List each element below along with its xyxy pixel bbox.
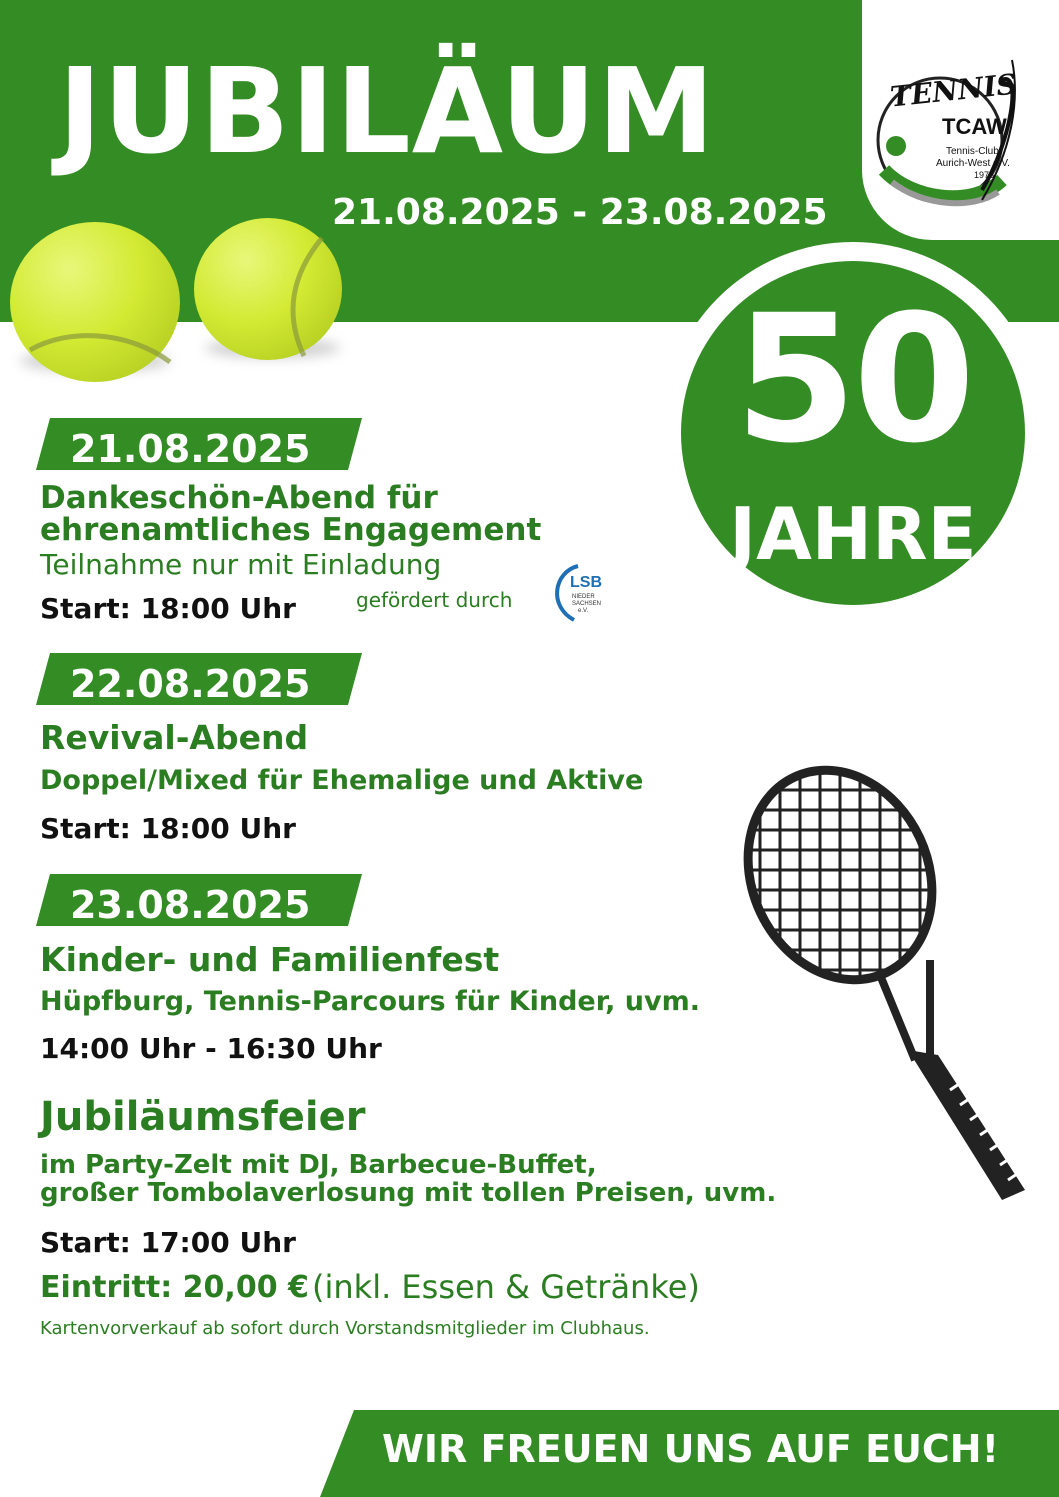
logo-line1: Tennis-Club	[946, 146, 999, 157]
event-time: Start: 18:00 Uhr	[40, 592, 296, 625]
footer-slogan: WIR FREUEN UNS AUF EUCH!	[382, 1427, 999, 1471]
logo-year: 1975	[974, 170, 995, 180]
logo-arc-text: TENNIS	[888, 67, 1019, 114]
badge-number: 50	[734, 277, 972, 482]
party-title: Jubiläumsfeier	[40, 1094, 366, 1140]
event-title: ehrenamtliches Engagement	[40, 512, 542, 548]
event-title: Kinder- und Familienfest	[40, 940, 500, 979]
lsb-swoosh-icon	[548, 562, 612, 624]
tennis-ball-icon	[194, 218, 342, 360]
sponsor-text: gefördert durch	[356, 588, 513, 612]
lsb-sub: NIEDER	[572, 594, 595, 600]
event-title: Revival-Abend	[40, 718, 309, 757]
event-date: 22.08.2025	[70, 662, 311, 706]
event-date: 23.08.2025	[70, 883, 311, 927]
date-range: 21.08.2025 - 23.08.2025	[332, 192, 828, 233]
lsb-logo	[548, 562, 612, 624]
event-subtitle: Doppel/Mixed für Ehemalige und Aktive	[40, 765, 644, 796]
presale-note: Kartenvorverkauf ab sofort durch Vorstandsmitglieder im Clubhaus.	[40, 1318, 650, 1339]
party-description: im Party-Zelt mit DJ, Barbecue-Buffet,	[40, 1150, 597, 1180]
lsb-main: LSB	[570, 574, 602, 591]
lsb-sub: SACHSEN	[572, 601, 602, 607]
party-description: großer Tombolaverlosung mit tollen Preisen, uvm.	[40, 1178, 777, 1208]
tennis-racket-icon	[740, 760, 1040, 1220]
lsb-sub: e.V.	[578, 608, 589, 614]
page-title: JUBILÄUM	[58, 42, 716, 180]
event-time: Start: 18:00 Uhr	[40, 812, 296, 845]
event-date: 21.08.2025	[70, 427, 311, 471]
price-label: Eintritt: 20,00 €	[40, 1270, 309, 1305]
party-time: Start: 17:00 Uhr	[40, 1226, 296, 1259]
logo-line2: Aurich-West e.V.	[936, 158, 1010, 169]
event-subtitle: Teilnahme nur mit Einladung	[40, 548, 442, 581]
badge-word: JAHRE	[729, 492, 977, 576]
price-note: (inkl. Essen & Getränke)	[312, 1268, 700, 1306]
event-time: 14:00 Uhr - 16:30 Uhr	[40, 1032, 382, 1065]
logo-short: TCAW	[942, 114, 1007, 139]
club-logo	[862, 0, 1059, 240]
tennis-ball-icon	[10, 222, 180, 382]
event-subtitle: Hüpfburg, Tennis-Parcours für Kinder, uvm.	[40, 986, 700, 1017]
event-title: Dankeschön-Abend für	[40, 480, 438, 516]
